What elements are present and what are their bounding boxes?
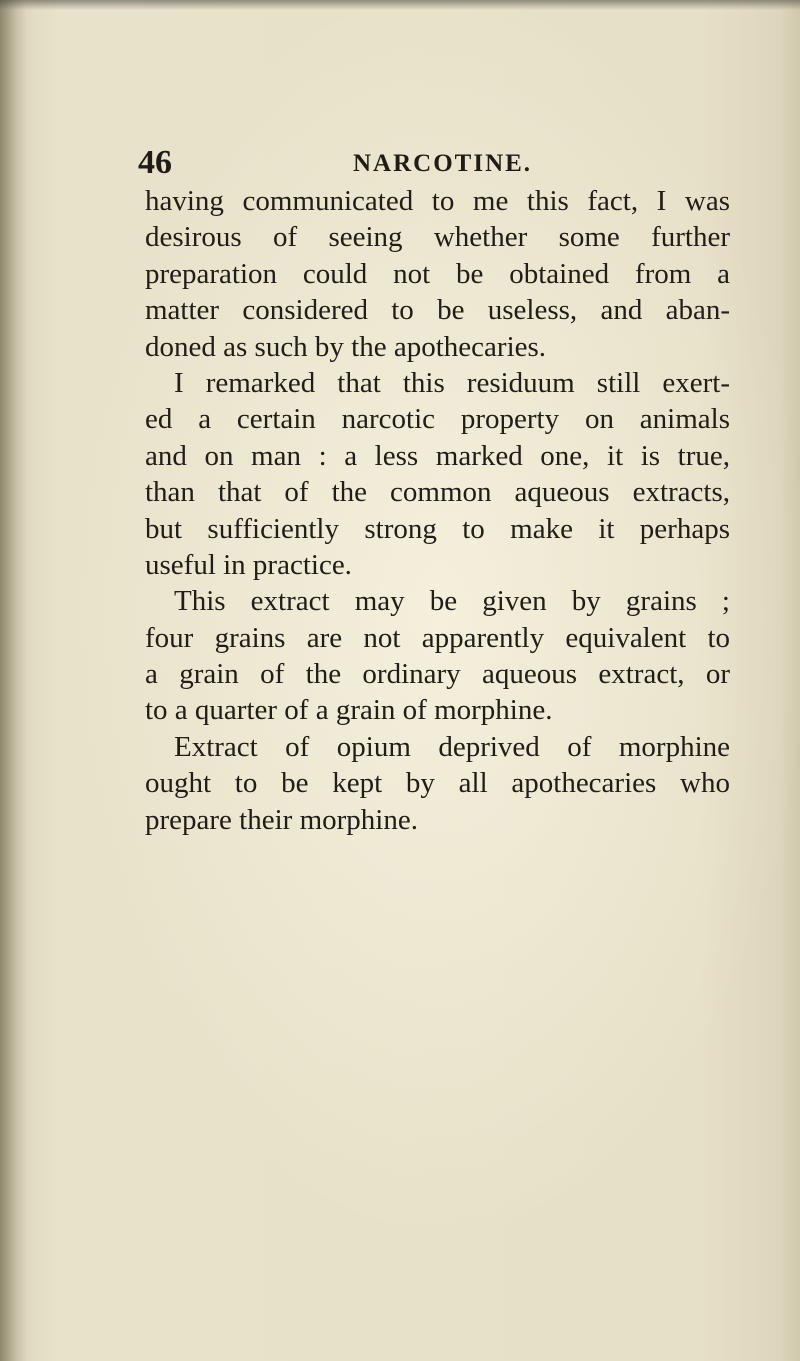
text-line: than that of the common aqueous extracts, (145, 476, 730, 509)
text-line: and on man : a less marked one, it is true, (145, 439, 730, 472)
body-text (145, 183, 730, 838)
page-top-edge (0, 0, 800, 10)
text-line: useful in practice. (145, 548, 352, 581)
page-number: 46 (138, 144, 172, 181)
text-line: but sufficiently strong to make it perhaps (145, 512, 730, 545)
text-line: This extract may be given by grains ; (174, 585, 730, 618)
text-line: doned as such by the apothecaries. (145, 330, 547, 363)
text-line: Extract of opium deprived of morphine (174, 730, 730, 763)
text-line: ed a certain narcotic property on animals (145, 403, 730, 436)
text-line: matter considered to be useless, and aban- (145, 294, 730, 327)
text-line: a grain of the ordinary aqueous extract, or (145, 658, 730, 691)
text-line: desirous of seeing whether some further (145, 221, 730, 254)
text-line: I remarked that this residuum still exert- (174, 366, 730, 399)
text-line: ought to be kept by all apothecaries who (145, 767, 730, 800)
page-header (138, 143, 738, 183)
text-line: to a quarter of a grain of morphine. (145, 694, 553, 727)
running-title: NARCOTINE. (353, 150, 533, 177)
text-line: having communicated to me this fact, I was (145, 185, 730, 217)
text-line: prepare their morphine. (145, 803, 418, 836)
page-binding-shadow (0, 0, 26, 1361)
text-line: preparation could not be obtained from a (145, 257, 730, 290)
text-line: four grains are not apparently equivalent to (145, 621, 730, 654)
